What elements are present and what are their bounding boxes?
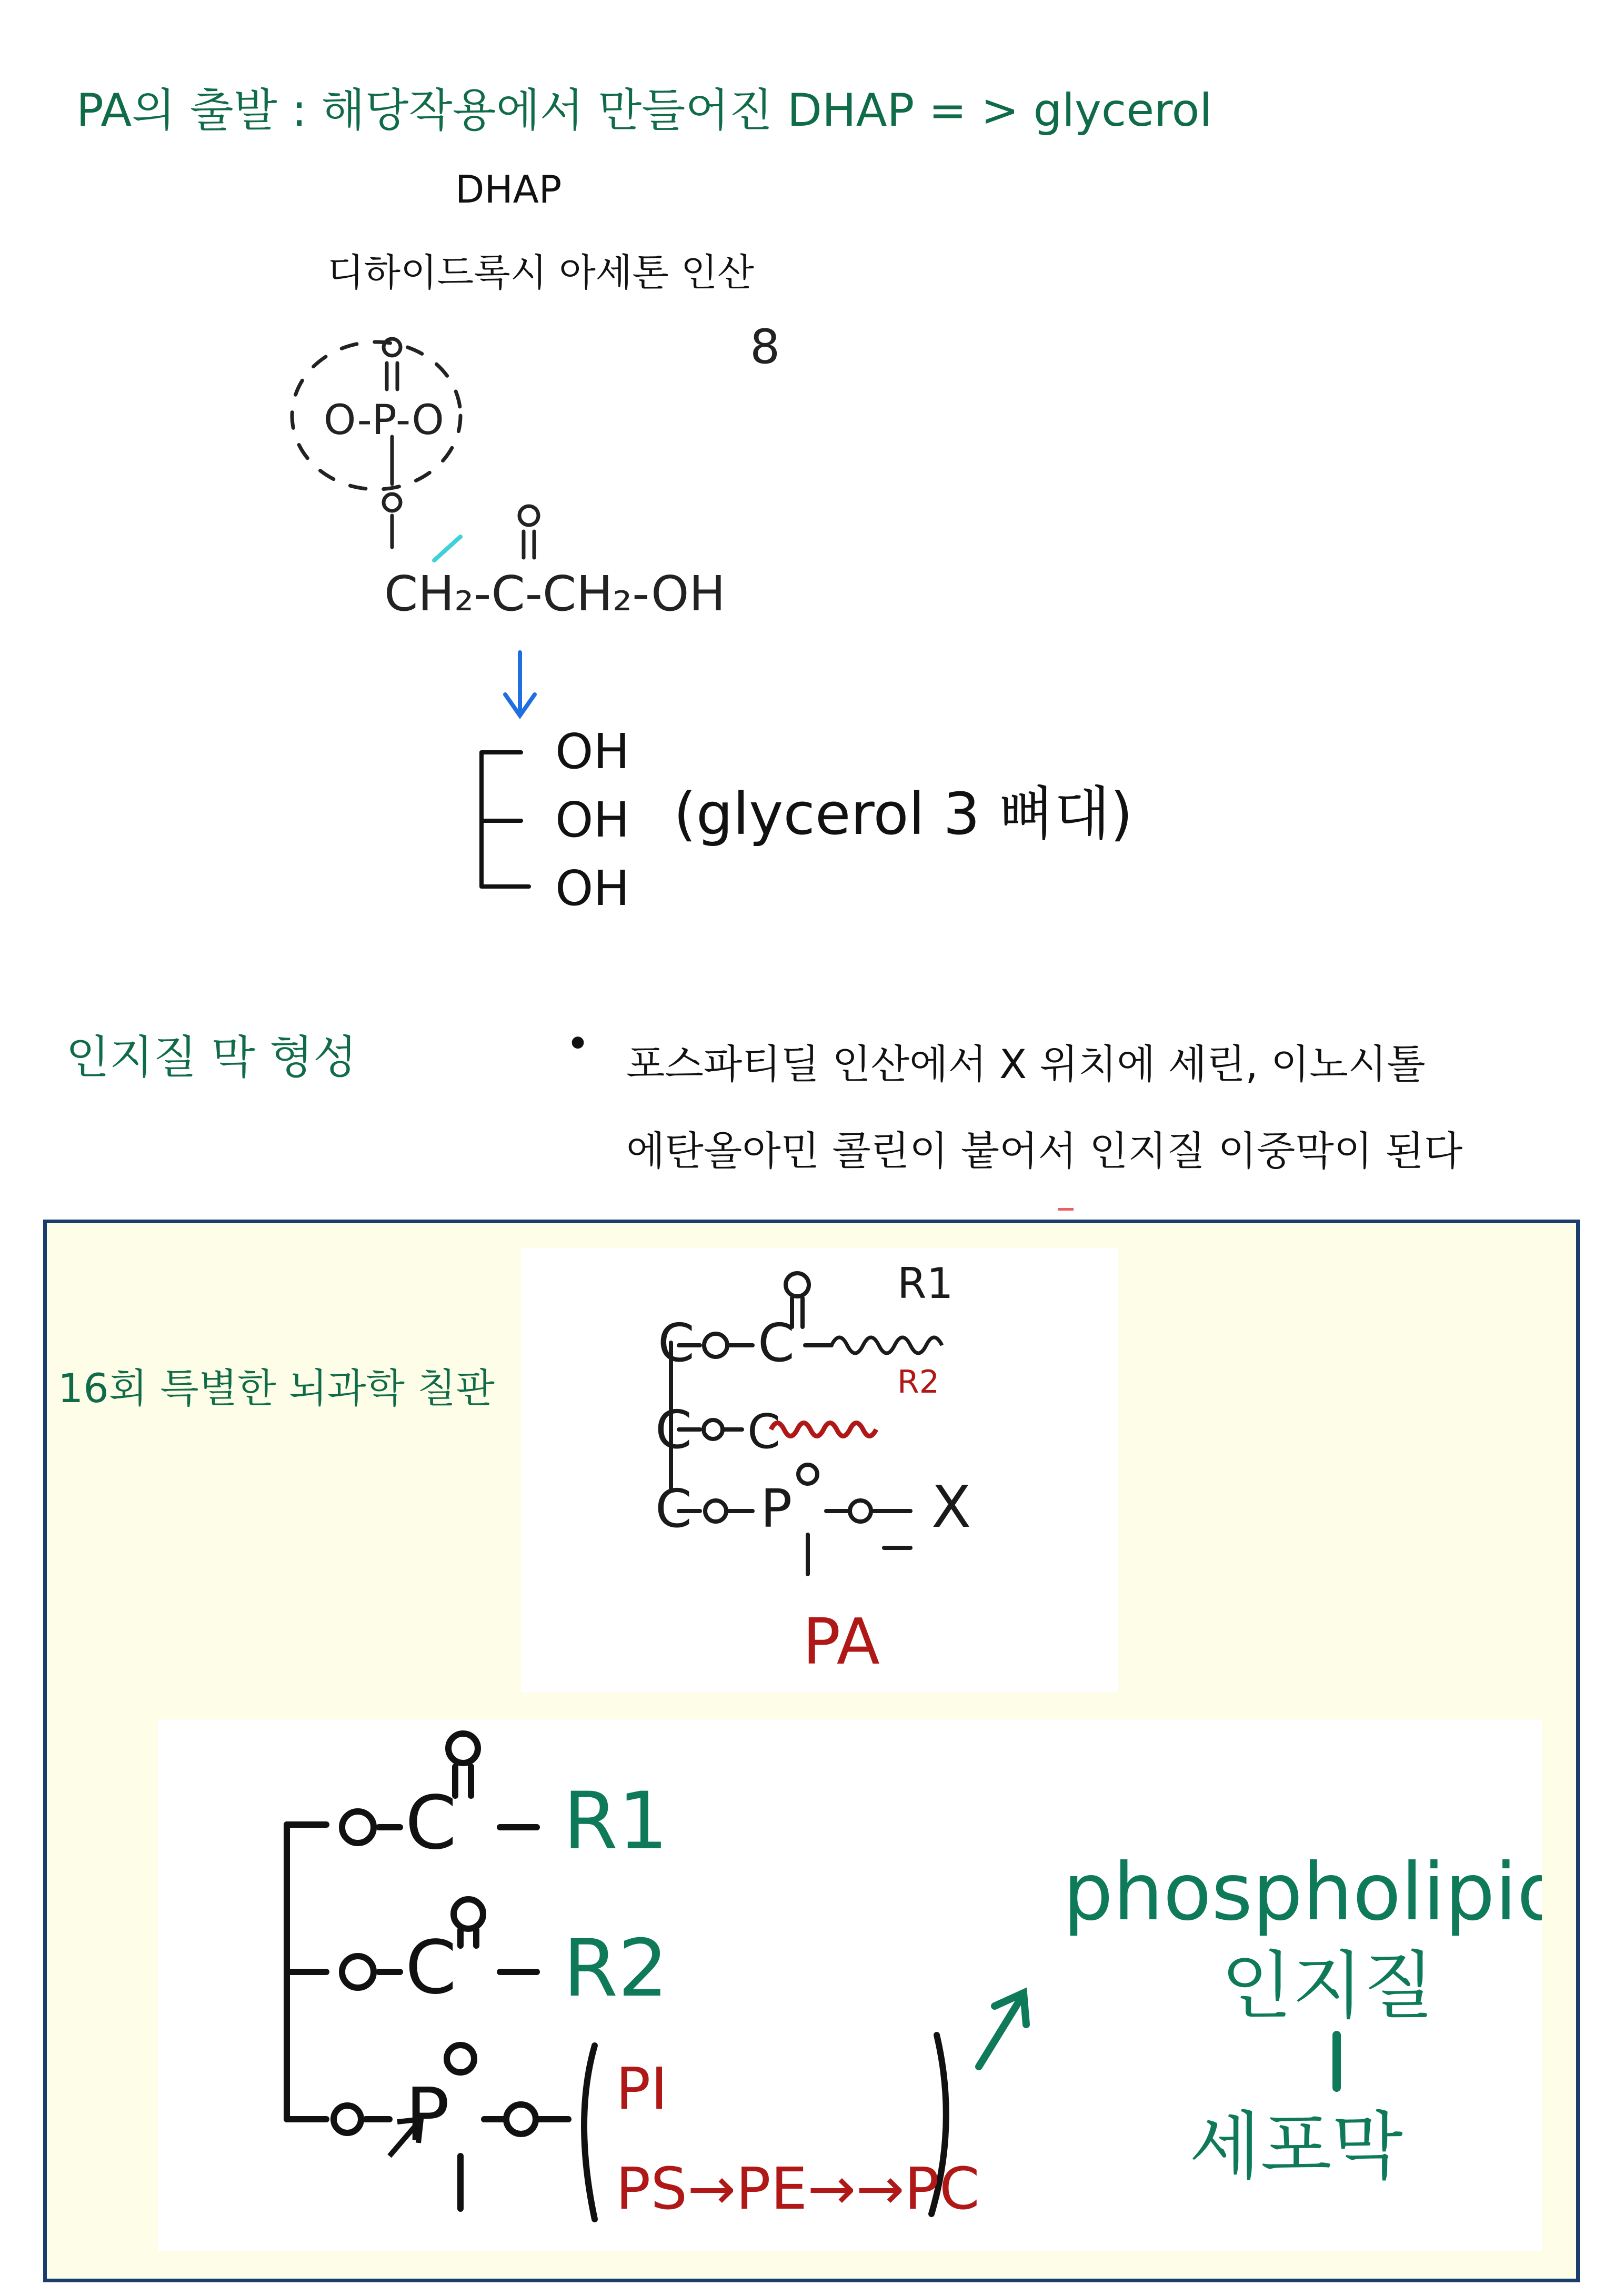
svg-text:C: C bbox=[747, 1404, 780, 1459]
svg-text:C: C bbox=[405, 1780, 457, 1866]
blue-arrow-icon bbox=[505, 652, 535, 716]
membrane-text-line-1: 포스파티딜 인산에서 X 위치에 세린, 이노시톨 bbox=[626, 1041, 1426, 1087]
lipid-r1-label: R1 bbox=[563, 1776, 668, 1867]
korean-cell-membrane-label: 세포막 bbox=[1189, 2104, 1403, 2190]
svg-text:C: C bbox=[655, 1399, 692, 1461]
dhap-structure-drawing bbox=[263, 305, 1158, 926]
phospholipid-label: phospholipid bbox=[1063, 1847, 1542, 1938]
membrane-description bbox=[626, 1021, 1462, 1194]
pa-r2-label: R2 bbox=[897, 1364, 939, 1401]
svg-text:C: C bbox=[655, 1478, 692, 1539]
svg-text:P: P bbox=[405, 2072, 450, 2158]
lecture-board-label: 16회 특별한 뇌과학 칠판 bbox=[58, 1365, 495, 1412]
korean-phospholipid-label: 인지질 bbox=[1221, 1943, 1435, 2029]
page-title: PA의 출발 : 해당작용에서 만들어진 DHAP = > glycerol bbox=[76, 84, 1212, 137]
pa-r1-label: R1 bbox=[897, 1259, 954, 1308]
pa-structure-drawing bbox=[521, 1248, 1118, 1693]
phospholipid-panel bbox=[158, 1719, 1542, 2251]
glycerol-note: (glycerol 3 뼈대) bbox=[674, 780, 1133, 848]
lipid-r2-label: R2 bbox=[563, 1923, 668, 2015]
lipid-ps-chain-label: PS→PE→→PC bbox=[616, 2155, 980, 2222]
pa-panel bbox=[521, 1248, 1118, 1693]
pa-label: PA bbox=[803, 1606, 880, 1679]
svg-text:C: C bbox=[658, 1312, 695, 1374]
membrane-heading: 인지질 막 형성 bbox=[66, 1031, 357, 1084]
glycerol-oh-3: OH bbox=[555, 860, 630, 917]
svg-text:C: C bbox=[758, 1312, 795, 1374]
phosphate-label: O-P-O bbox=[324, 397, 444, 444]
svg-text:8: 8 bbox=[750, 319, 780, 375]
lipid-pi-label: PI bbox=[616, 2055, 668, 2122]
membrane-text-line-2: 에탄올아민 콜린이 붙어서 인지질 이중막이 된다 bbox=[626, 1127, 1463, 1174]
glycerol-bracket bbox=[482, 752, 529, 887]
chain-label: CH₂-C-CH₂-OH bbox=[384, 566, 726, 622]
dhap-abbreviation: DHAP bbox=[455, 167, 562, 212]
glycerol-oh-2: OH bbox=[555, 792, 630, 848]
glycerol-oh-1: OH bbox=[555, 723, 630, 780]
green-arrow-icon bbox=[979, 1993, 1026, 2067]
bullet-marker: • bbox=[566, 1021, 590, 1068]
red-dash-mark bbox=[1058, 1208, 1074, 1211]
phospholipid-structure-drawing bbox=[158, 1719, 1542, 2251]
dhap-full-name: 디하이드록시 아세톤 인산 bbox=[327, 250, 754, 295]
svg-text:C: C bbox=[405, 1925, 457, 2011]
pa-x-label: X bbox=[931, 1473, 971, 1540]
svg-text:P: P bbox=[760, 1478, 793, 1539]
